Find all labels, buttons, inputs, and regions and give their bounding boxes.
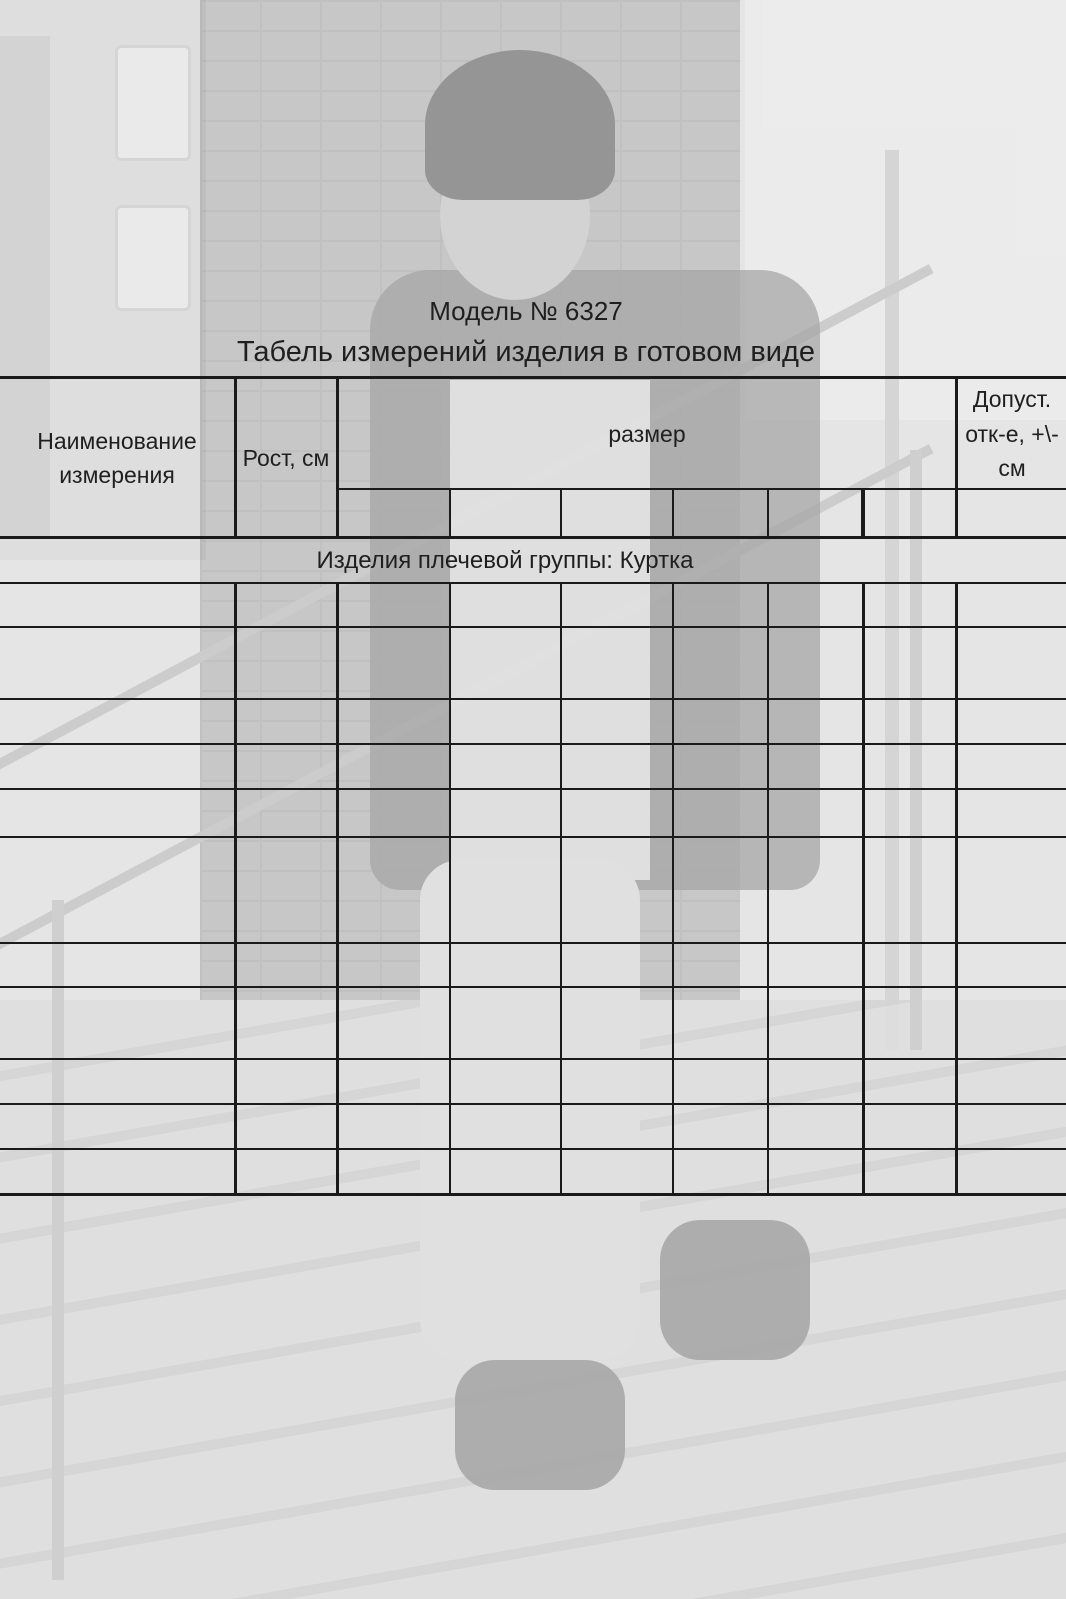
group-label: Изделия плечевой группы: Куртка (316, 547, 694, 575)
header-tolerance: Допуст. отк-е, +\-см (965, 386, 1059, 482)
header-name: Наименование измерения (37, 427, 197, 488)
header-size: размер (608, 420, 686, 447)
model-number: Модель № 6327 (429, 296, 623, 326)
page-title: Табель измерений изделия в готовом виде (236, 336, 816, 368)
header-height: Рост, см (242, 444, 330, 471)
